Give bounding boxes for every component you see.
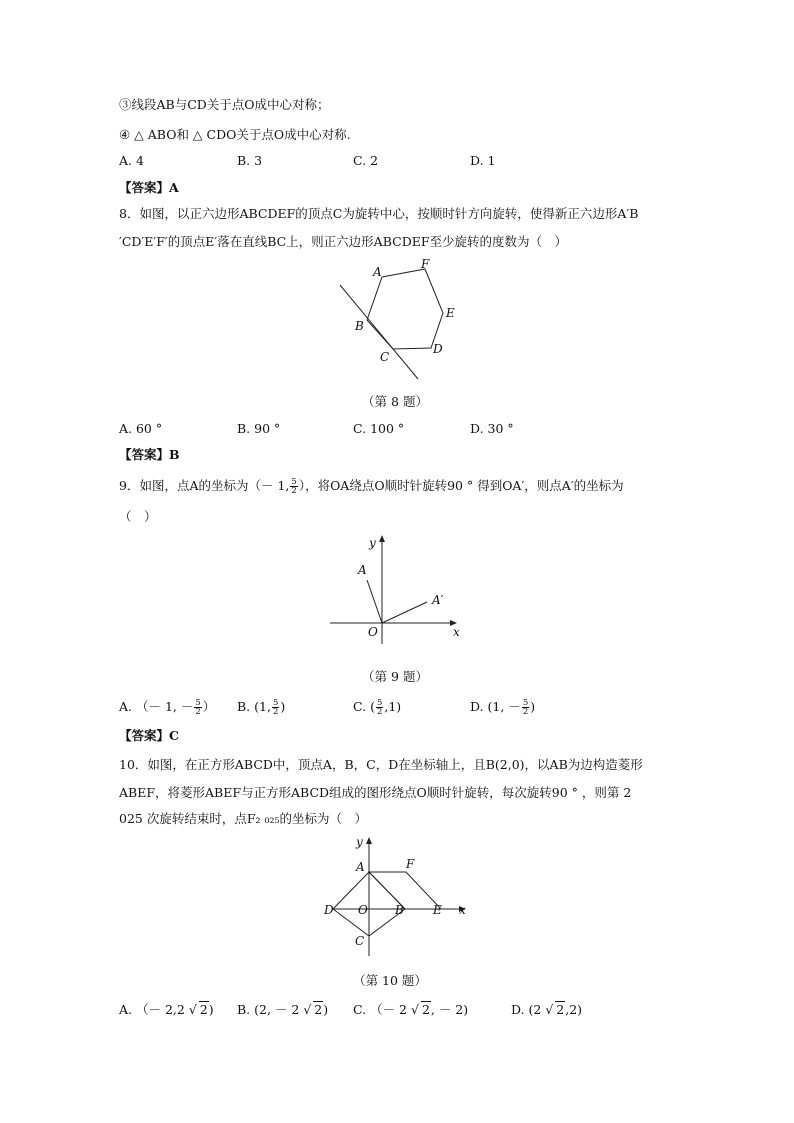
fig10-label-f: F (406, 857, 415, 871)
fig10-label-y: y (356, 835, 363, 849)
q8-text-line1: 8．如图，以正六边形ABCDEF的顶点C为旋转中心，按顺时针方向旋转，使得新正六边形A′B (119, 206, 639, 221)
q9-text-part2: ），将OA绕点O顺时针旋转90 ° 得到OA′，则点A′的坐标为 (298, 478, 624, 493)
statement-4: ④ △ ABO和 △ CDO关于点O成中心对称. (119, 127, 351, 142)
hexagon-label-c: C (380, 350, 390, 364)
q8-option-a: A. 60 ° (119, 421, 163, 436)
q9-text-line2: （ ） (119, 509, 157, 524)
hexagon-label-a: A (373, 265, 382, 279)
rotation-figure (325, 530, 475, 645)
fig10-label-o: O (358, 903, 368, 917)
q10-option-a: A. （－ 2,2 √ 2) (119, 1002, 214, 1017)
q9-caption: （第 9 题） (362, 669, 428, 684)
line-bc (340, 285, 418, 379)
fig10-label-x: x (459, 903, 466, 917)
q9-option-c: C. ( $\frac{5}{2}$ ,1) (353, 698, 402, 717)
square-rhombus-figure (320, 834, 475, 959)
q9-option-d: D. (1, － $\frac{5}{2}$ ) (470, 698, 536, 717)
statement-3: ③线段AB与CD关于点O成中心对称； (119, 97, 330, 112)
fig10-label-a: A (356, 860, 365, 874)
q9-answer: 【答案】C (119, 728, 179, 743)
q7-option-b: B. 3 (237, 153, 263, 168)
fig10-label-e: E (433, 903, 442, 917)
fig9-label-x: x (453, 625, 460, 639)
q10-option-d: D. (2 √ 2,2) (511, 1002, 583, 1017)
q10-text-line2: ABEF，将菱形ABEF与正方形ABCD组成的图形绕点O顺时针旋转，每次旋转90 ° ，则第 2 (119, 785, 632, 800)
q9-option-b: B. (1, $\frac{5}{2}$ ) (237, 698, 286, 717)
q8-option-b: B. 90 ° (237, 421, 281, 436)
fig9-label-o: O (368, 625, 378, 639)
q8-text-line2: ′CD′E′F′的顶点E′落在直线BC上，则正六边形ABCDEF至少旋转的度数为（ ） (119, 234, 568, 249)
q10-option-c: C. （－ 2 √ 2, － 2) (353, 1002, 469, 1017)
fig9-label-a-prime: A′ (432, 593, 444, 607)
y-axis-arrow (366, 837, 372, 844)
q8-option-c: C. 100 ° (353, 421, 405, 436)
hexagon-label-f: F (421, 257, 430, 271)
hexagon-label-e: E (446, 306, 455, 320)
fig10-label-c: C (355, 934, 365, 948)
q8-answer: 【答案】B (119, 447, 180, 462)
q7-option-d: D. 1 (470, 153, 496, 168)
q8-caption: （第 8 题） (362, 394, 428, 409)
q7-option-c: C. 2 (353, 153, 379, 168)
q10-caption: （第 10 题） (353, 973, 427, 988)
hexagon-label-d: D (433, 342, 443, 356)
q9-text-part1: 9．如图，点A的坐标为（－ 1, (119, 478, 290, 493)
q7-option-a: A. 4 (119, 153, 144, 168)
fig9-label-y: y (369, 536, 376, 550)
y-axis-arrow (379, 535, 385, 542)
q10-text-line3: 025 次旋转结束时，点F₂ ₀₂₅的坐标为（ ） (119, 811, 368, 826)
segment-oa-prime (382, 602, 427, 623)
fig9-label-a: A (358, 563, 367, 577)
fraction-5-2: $\frac{5}{2}$ (291, 477, 297, 496)
fig10-label-b: B (395, 903, 404, 917)
rhombus-abef (369, 872, 441, 909)
hexagon-shape (367, 269, 443, 349)
hexagon-label-b: B (355, 319, 364, 333)
q8-option-d: D. 30 ° (470, 421, 514, 436)
q9-text-line1 (119, 478, 624, 495)
fig10-label-d: D (324, 903, 334, 917)
segment-oa (367, 580, 382, 623)
hexagon-figure (330, 255, 470, 385)
q10-option-b: B. (2, － 2 √ 2) (237, 1002, 329, 1017)
q9-option-a: A. （－ 1, － $\frac{5}{2}$ ） (119, 698, 216, 717)
q10-text-line1: 10．如图，在正方形ABCD中，顶点A，B，C，D在坐标轴上，且B(2,0)，以AB为边构造菱形 (119, 757, 643, 772)
q7-answer: 【答案】A (119, 180, 179, 195)
